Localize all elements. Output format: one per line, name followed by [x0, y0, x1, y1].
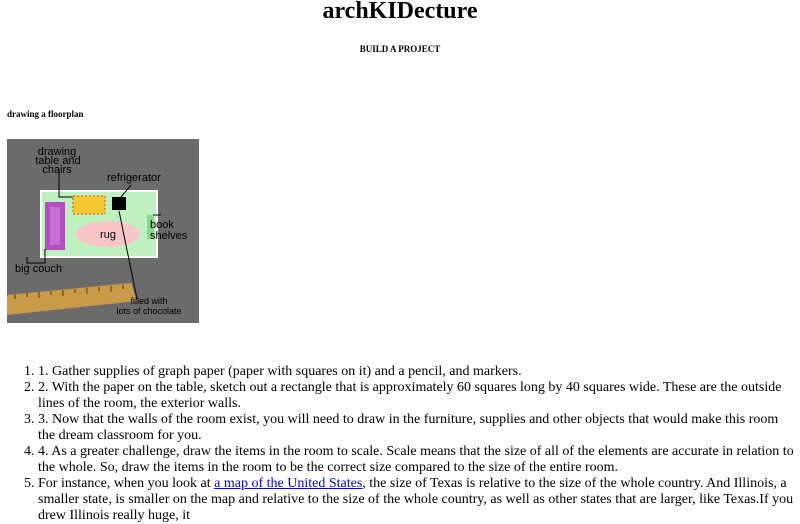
label-note-line2: lots of chocolate	[116, 306, 182, 316]
us-map-link[interactable]: a map of the United States	[214, 476, 363, 491]
label-shelves-line2: shelves	[150, 230, 188, 242]
list-item: 2. 2. With the paper on the table, sketch out a rectangle that is approximately 60 squares long by 40 squares wide. These are the outside lines of the room, the exterior walls.	[38, 380, 798, 412]
refrigerator-shape	[112, 197, 126, 210]
label-table-line2: table and	[35, 155, 81, 167]
page-subtitle: BUILD A PROJECT	[359, 44, 441, 54]
couch-back	[50, 207, 60, 245]
label-table-line3: chairs	[42, 164, 72, 176]
floorplan-illustration	[7, 139, 199, 323]
list-item	[38, 476, 798, 524]
label-rug: rug	[100, 229, 116, 241]
label-refrigerator: refrigerator	[107, 172, 161, 184]
page-title: archKIDecture	[322, 0, 478, 24]
table-shape	[73, 196, 105, 214]
instruction-list	[38, 364, 798, 524]
list-item-text: , the size of Texas is relative to the size of the whole country. And Illinois, a smaller state, is smaller on the map and relative to the size of the whole country, as well as other states that are larger, like Texas.If you drew Illinois really huge, it	[38, 476, 794, 523]
label-note-line1: filled with	[130, 296, 168, 306]
section-heading: drawing a floorplan	[7, 109, 84, 119]
list-item: 1. 1. Gather supplies of graph paper (paper with squares on it) and a pencil, and markers.	[38, 364, 798, 380]
list-item: 4. 4. As a greater challenge, draw the items in the room to scale. Scale means that the size of all of the elements are accurate in relation to the whole. So, draw the items in the room to be the correct size compared to the size of the entire room.	[38, 444, 798, 476]
list-item-text: For instance, when you look at	[38, 476, 215, 491]
label-couch: big couch	[15, 263, 63, 275]
list-item: 3. 3. Now that the walls of the room exist, you will need to draw in the furniture, supplies and other objects that would make this room the dream classroom for you.	[38, 412, 798, 444]
label-shelves-line1: book	[150, 219, 174, 231]
label-table-line1: drawing	[37, 146, 77, 158]
